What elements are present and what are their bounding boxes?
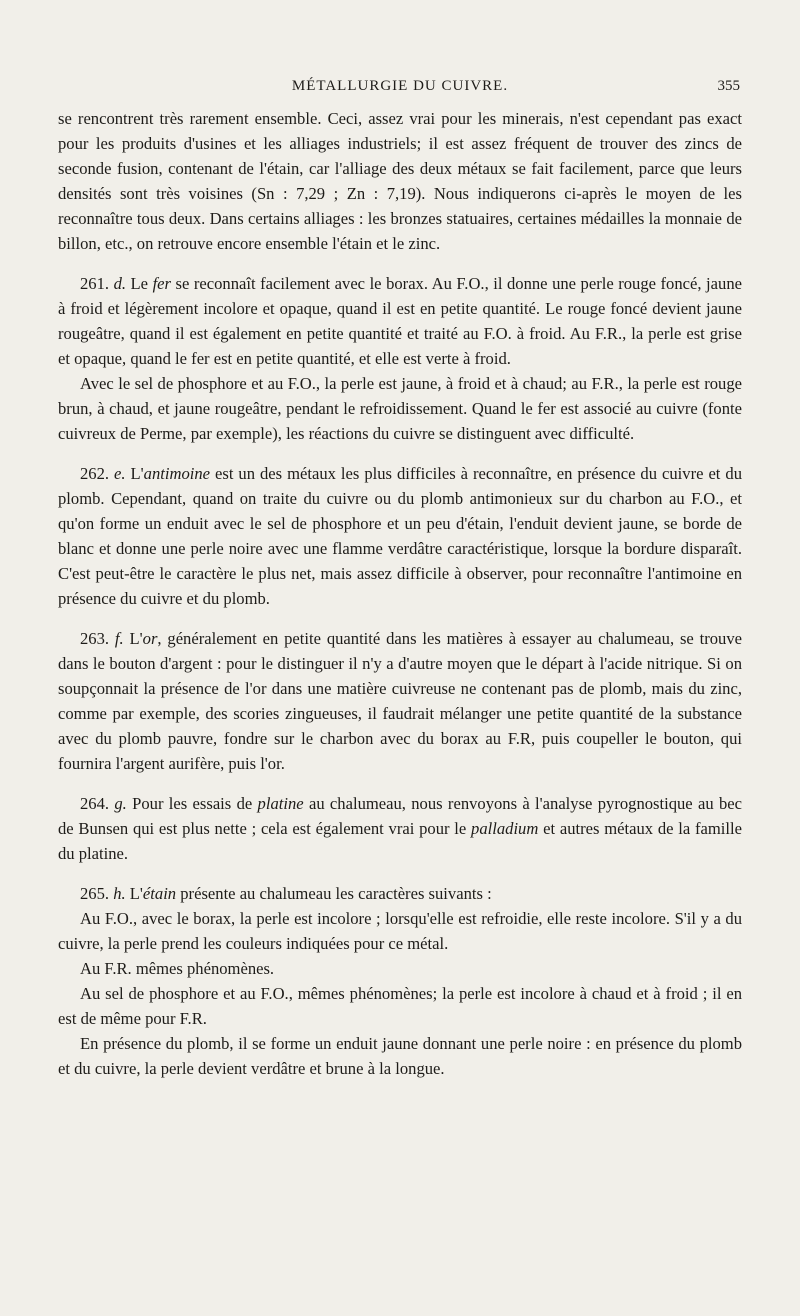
italic-term: palladium: [471, 819, 539, 838]
text-run: 265.: [80, 884, 114, 903]
text-run: L': [123, 629, 143, 648]
text-run: 262.: [80, 464, 115, 483]
text-run: est un des métaux les plus difficiles à reconnaître, en présence du cuivre et du plomb. Cependant, quand on traite du cuivre ou du plomb antimonieux sur du charbon au F.O., et qu'on forme un enduit avec le sel de phosphore et un peu d'étain, l'enduit devient jaune, se borde de blanc et donne une perle noire avec une flamme verdâtre caractéristique, lorsque la bordure disparaît. C'est peut-être le caractère le plus net, mais assez difficile à observer, pour reconnaître l'antimoine en présence du cuivre et du plomb.: [58, 464, 742, 608]
paragraph-iron-phosphorus-salt: [58, 371, 742, 446]
italic-term: f.: [114, 629, 124, 648]
text-run: 264.: [80, 794, 115, 813]
text-run: 263.: [80, 629, 115, 648]
italic-term: e.: [114, 464, 126, 483]
italic-term: h.: [113, 884, 126, 903]
text-run: En présence du plomb, il se forme un enduit jaune donnant une perle noire : en présence du plomb et du cuivre, la perle devient verdâtre et brune à la longue.: [58, 1034, 742, 1078]
text-run: Au F.R. mêmes phénomènes.: [80, 959, 275, 978]
italic-term: or: [142, 629, 158, 648]
text-run: , généralement en petite quantité dans les matières à essayer au chalumeau, se trouve dans le bouton d'argent : pour le distinguer il n'y a d'autre moyen que le départ à l'acide nitrique. Si on soupçonnait la présence de l'or dans une matière cuivreuse ne contenant pas de plomb, mais du zinc, comme par exemple, des scories zingueuses, il faudrait mélanger une petite quantité de la substance avec du plomb pauvre, fondre sur le charbon avec du borax au F.R, puis coupeller le bouton, qui fournira l'argent aurifère, puis l'or.: [58, 629, 743, 773]
running-head: [58, 78, 742, 102]
page-number: 355: [717, 78, 740, 94]
paragraph-tin-reducing-flame: [58, 956, 742, 981]
text-run: se rencontrent très rarement ensemble. Ceci, assez vrai pour les minerais, n'est cependant pas exact pour les produits d'usines et les alliages industriels; il est assez fréquent de trouver des zincs de seconde fusion, contenant de l'étain, car l'alliage des deux métaux se fait facilement, parce que leurs densités sont très voisines (Sn : 7,29 ; Zn : 7,19). Nous indiquerons ci-après le moyen de les reconnaître tous deux. Dans certains alliages : les bronzes statuaires, certaines médailles la monnaie de billon, etc., on retrouve encore ensemble l'étain et le zinc.: [58, 109, 742, 253]
text-run: et autres métaux de la famille du platine.: [58, 819, 742, 863]
text-run: Le: [126, 274, 153, 293]
paragraph-265-tin: [58, 881, 742, 906]
text-run: 261.: [80, 274, 114, 293]
body-text: [58, 106, 742, 1081]
text-run: présente au chalumeau les caractères suivants :: [176, 884, 492, 903]
text-run: au chalumeau, nous renvoyons à l'analyse pyrognostique au bec de Bunsen qui est plus nette ; cela est également vrai pour le: [58, 794, 742, 838]
paragraph-261-iron: [58, 271, 742, 371]
paragraph-263-gold: [58, 626, 742, 776]
paragraph-tin-oxidizing-flame: [58, 906, 742, 956]
paragraph-continuation: [58, 106, 742, 256]
italic-term: étain: [142, 884, 177, 903]
text-run: L': [125, 884, 143, 903]
paragraph-264-platinum: [58, 791, 742, 866]
text-run: Pour les essais de: [126, 794, 258, 813]
text-run: Avec le sel de phosphore et au F.O., la perle est jaune, à froid et à chaud; au F.R., la perle est rouge brun, à chaud, et jaune rougeâtre, pendant le refroidissement. Quand le fer est associé au cuivre (fonte cuivreux de Perme, par exemple), les réactions du cuivre se distinguent avec difficulté.: [58, 374, 742, 443]
italic-term: antimoine: [143, 464, 211, 483]
italic-term: platine: [257, 794, 304, 813]
italic-term: fer: [152, 274, 171, 293]
running-title: MÉTALLURGIE DU CUIVRE.: [291, 78, 509, 94]
text-run: Au sel de phosphore et au F.O., mêmes phénomènes; la perle est incolore à chaud et à froid ; il en est de même pour F.R.: [58, 984, 742, 1028]
text-run: Au F.O., avec le borax, la perle est incolore ; lorsqu'elle est refroidie, elle reste incolore. S'il y a du cuivre, la perle prend les couleurs indiquées pour ce métal.: [58, 909, 742, 953]
italic-term: d.: [113, 274, 127, 293]
italic-term: g.: [114, 794, 127, 813]
text-run: se reconnaît facilement avec le borax. Au F.O., il donne une perle rouge foncé, jaune à froid et légèrement incolore et opaque, quand il est en petite quantité. Le rouge foncé devient jaune rougeâtre, quand il est également en petite quantité et traité au F.O. à froid. Au F.R., la perle est grise et opaque, quand le fer est en petite quantité, et elle est verte à froid.: [58, 274, 742, 368]
text-run: L': [125, 464, 144, 483]
paragraph-262-antimony: [58, 461, 742, 611]
paragraph-tin-phosphorus-salt: [58, 981, 742, 1031]
paragraph-tin-lead: [58, 1031, 742, 1081]
